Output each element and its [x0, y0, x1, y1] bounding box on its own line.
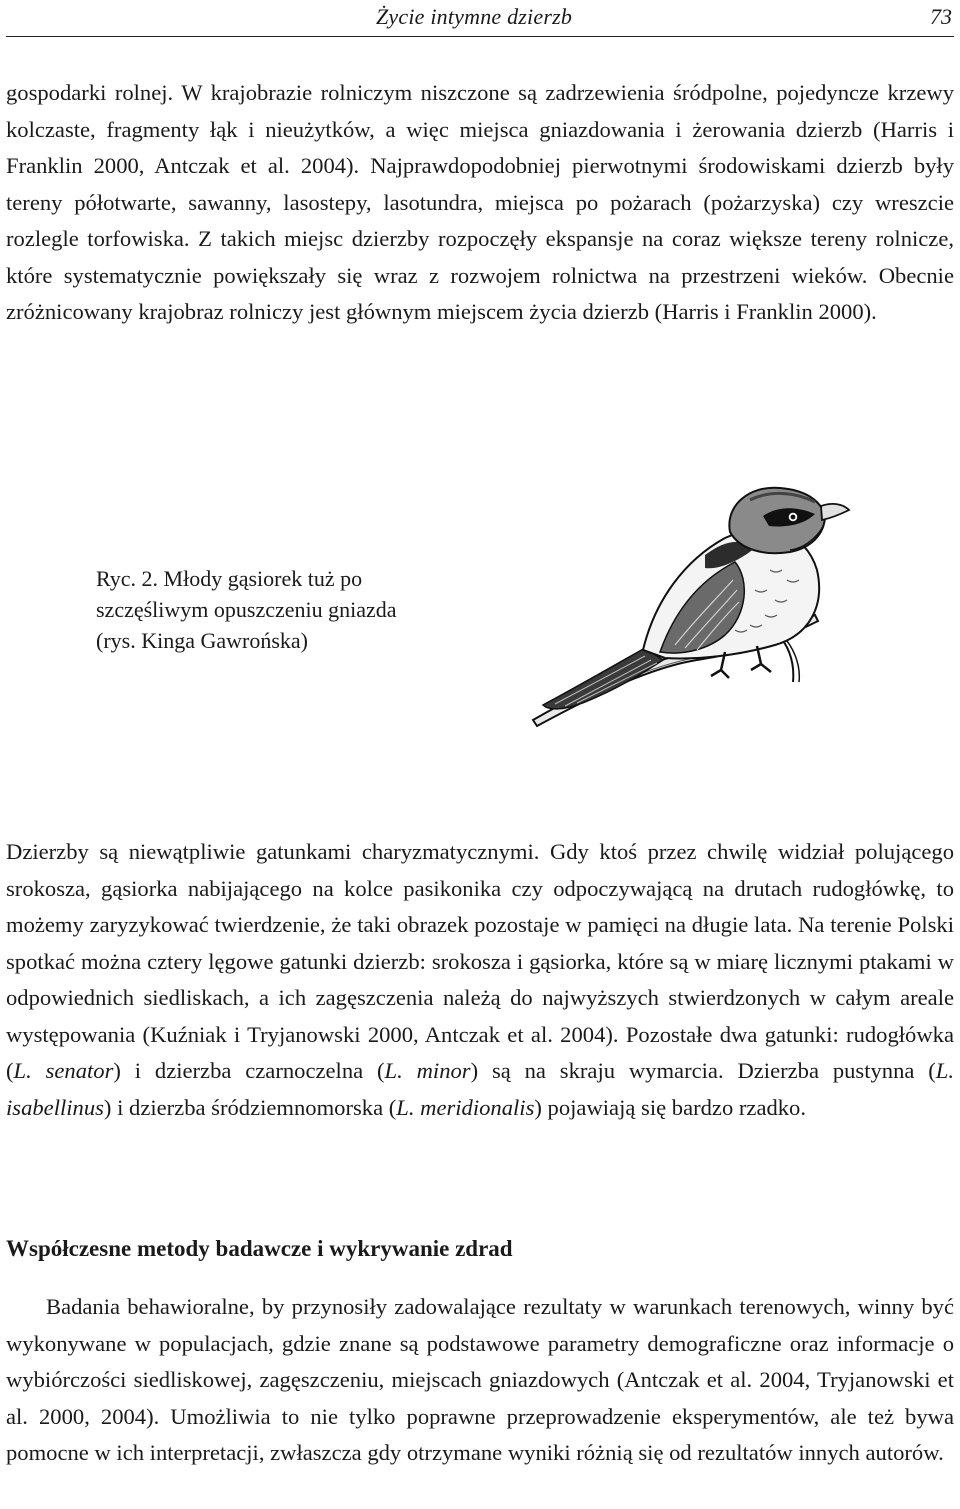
beak — [821, 504, 849, 520]
figure-caption-line-3: (rys. Kinga Gawrońska) — [96, 628, 308, 653]
paragraph-2-part-2: ) i dzierzba czarnoczelna ( — [113, 1058, 385, 1083]
paragraph-2 — [6, 834, 954, 1126]
species-name: L. isabellinus — [6, 1058, 954, 1120]
paragraph-1: gospodarki rolnej. W krajobrazie rolniczym niszczone są zadrzewienia śródpolne, pojedyncze krzewy kolczaste, fragmenty łąk i nieużytków, a więc miejsca gniazdowania i żerowania dzierzb (Harris i Franklin 2000, Antczak et al. 2004). Najprawdopodobniej pierwotnymi środowiskami dzierzb były tereny półotwarte, sawanny, lasostepy, lasotundra, miejsca po pożarach (pożarzyska) czy wreszcie rozlegle torfowiska. Z takich miejsc dzierzby rozpoczęły ekspansje na coraz większe tereny rolnicze, które systematycznie powiększały się wraz z rozwojem rolnictwa na przestrzeni wieków. Obecnie zróżnicowany krajobraz rolniczy jest głównym miejscem życia dzierzb (Harris i Franklin 2000). — [6, 80, 954, 324]
paragraph-2-part-5: ) pojawiają się bardzo rzadko. — [534, 1094, 807, 1120]
species-name: L. minor — [384, 1058, 471, 1083]
paragraph-2-part-3: ) są na skraju wymarcia. Dzierzba pustynna ( — [470, 1058, 936, 1083]
species-name: L. meridionalis — [396, 1094, 535, 1120]
paragraph-2-part-4: ) i dzierzba śródziemnomorska ( — [103, 1094, 397, 1120]
bird-drawing-icon — [525, 420, 855, 780]
section-heading: Współczesne metody badawcze i wykrywanie zdrad — [6, 1236, 513, 1261]
figure-caption-line-2: szczęśliwym opuszczeniu gniazda — [96, 597, 397, 622]
figure-caption-line-1: Ryc. 2. Młody gąsiorek tuż po — [96, 566, 363, 591]
paragraph-2-part-1: Dzierzby są niewątpliwie gatunkami charyzmatycznymi. Gdy ktoś przez chwilę widział polującego srokosza, gąsiorka nabijającego na kolce pasikonika czy odpoczywającą na drutach rudogłówkę, to możemy zaryzykować twierdzenie, że taki obrazek pozostaje w pamięci na długie lata. Na terenie Polski spotkać można cztery lęgowe gatunki dzierzb: srokosza i gąsiorka, które są w miarę licznymi ptakami w odpowiednich siedliskach, a ich zagęszczenia należą do najwyższych stwierdzonych w całym areale występowania (Kuźniak i Tryjanowski 2000, Antczak et al. 2004). Pozostałe dwa gatunki: rudogłówka ( — [6, 839, 954, 1083]
figure-caption — [96, 563, 436, 656]
species-name: L. senator — [13, 1058, 114, 1083]
running-header — [6, 0, 954, 37]
page-number: 73 — [930, 4, 952, 29]
running-header-title: Życie intymne dzierzb — [376, 4, 573, 29]
paragraph-3: Badania behawioralne, by przynosiły zadowalające rezultaty w warunkach terenowych, winny być wykonywane w populacjach, gdzie znane są podstawowe parametry demograficzne oraz informacje o wybiórczości siedliskowej, zagęszczeniu, miejscach gniazdowych (Antczak et al. 2004, Tryjanowski et al. 2000, 2004). Umożliwia to nie tylko poprawne przeprowadzenie eksperymentów, ale też bywa pomocne w ich interpretacji, zwłaszcza gdy otrzymane wyniki różnią się od rezultatów innych autorów. — [6, 1294, 954, 1465]
